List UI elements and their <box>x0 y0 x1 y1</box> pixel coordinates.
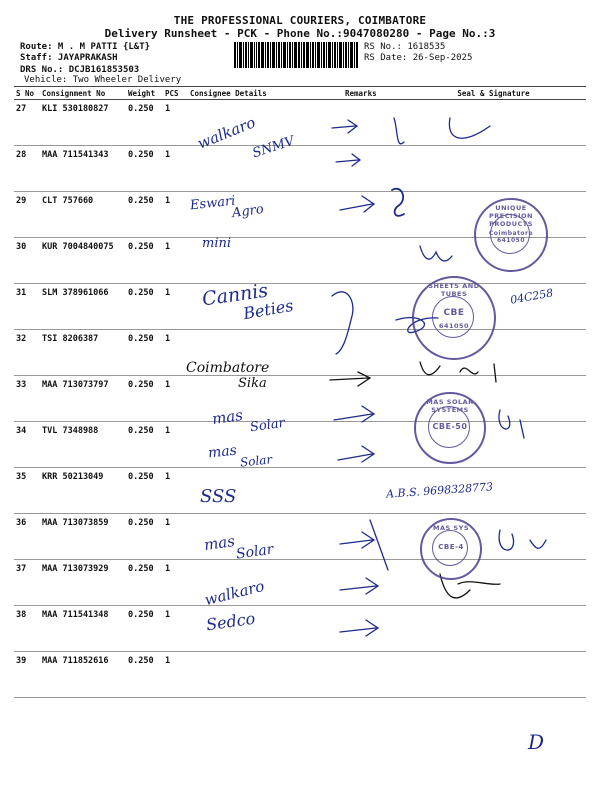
cell-pcs: 1 <box>163 514 188 560</box>
cell-consignment-no: SLM 378961066 <box>40 284 126 330</box>
handwritten-consignee: walkaro <box>194 113 258 153</box>
route-label: Route: M . M PATTI {L&T} <box>20 42 151 52</box>
cell-sno: 36 <box>14 514 40 560</box>
remark-arrow <box>330 372 370 386</box>
cell-consignment-no: CLT 757660 <box>40 192 126 238</box>
handwritten-consignee: Eswari <box>189 193 237 214</box>
rs-date: RS Date: 26-Sep-2025 <box>364 53 473 63</box>
runsheet-subtitle: Delivery Runsheet - PCK - Phone No.:9047080280 - Page No.:3 <box>104 27 496 40</box>
cell-pcs: 1 <box>163 192 188 238</box>
seal-stamp: SHEETS AND TUBES CBE 641050 <box>412 276 496 360</box>
col-remarks: Remarks <box>343 87 401 100</box>
cell-sno: 33 <box>14 376 40 422</box>
handwritten-note: 04C258 <box>509 286 555 307</box>
cell-pcs: 1 <box>163 422 188 468</box>
handwritten-page-mark: D <box>528 730 545 754</box>
remark-arrow <box>338 446 374 462</box>
seal-stamp: MAS SOLAR SYSTEMS CBE-50 <box>414 392 486 464</box>
cell-sno: 38 <box>14 606 40 652</box>
cell-consignment-no: MAA 711541348 <box>40 606 126 652</box>
cell-weight: 0.250 <box>126 330 163 376</box>
handwritten-consignee: walkaro <box>202 576 267 610</box>
cell-sno: 35 <box>14 468 40 514</box>
cell-sno: 30 <box>14 238 40 284</box>
cell-pcs: 1 <box>163 330 188 376</box>
rs-number: RS No.: 1618535 <box>364 42 446 52</box>
signature <box>499 530 546 550</box>
remark-arrow <box>340 620 378 636</box>
cell-consignment-no: TSI 8206387 <box>40 330 126 376</box>
cell-weight: 0.250 <box>126 192 163 238</box>
handwritten-consignee: Coimbatore <box>186 360 270 376</box>
col-seal-signature: Seal & Signature <box>401 87 586 100</box>
handwritten-consignee: Solar <box>249 415 286 436</box>
remark-arrow <box>340 196 374 212</box>
staff-label: Staff: JAYAPRAKASH <box>20 53 118 63</box>
vehicle-label: Vehicle: Two Wheeler Delivery <box>24 75 182 85</box>
cell-pcs: 1 <box>163 652 188 698</box>
cell-pcs: 1 <box>163 606 188 652</box>
cell-consignment-no: MAA 713073859 <box>40 514 126 560</box>
cell-weight: 0.250 <box>126 514 163 560</box>
cell-consignment-no: TVL 7348988 <box>40 422 126 468</box>
handwritten-phone: A.B.S. 9698328773 <box>385 480 494 501</box>
handwritten-consignee: mini <box>202 236 232 251</box>
handwritten-consignee: Solar <box>239 452 273 470</box>
cell-weight: 0.250 <box>126 100 163 146</box>
remark-arrow <box>332 120 357 133</box>
signature <box>392 189 404 216</box>
handwritten-consignee: Agro <box>231 201 265 222</box>
cell-pcs: 1 <box>163 376 188 422</box>
cell-sno: 34 <box>14 422 40 468</box>
signature <box>420 362 496 382</box>
signature <box>420 246 452 261</box>
remark-arrow <box>340 532 374 548</box>
cell-weight: 0.250 <box>126 238 163 284</box>
col-consignee: Consignee Details <box>188 87 343 100</box>
drs-label: DRS No.: DCJB161853503 <box>20 65 140 75</box>
signature <box>394 118 490 144</box>
col-consignment: Consignment No <box>40 87 126 100</box>
handwritten-consignee: mas <box>202 531 236 555</box>
cell-weight: 0.250 <box>126 652 163 698</box>
cell-pcs: 1 <box>163 146 188 192</box>
col-pcs: PCS <box>163 87 188 100</box>
cell-sno: 39 <box>14 652 40 698</box>
cell-consignment-no: KUR 7004840075 <box>40 238 126 284</box>
cell-consignment-no: KLI 530180827 <box>40 100 126 146</box>
signature <box>499 410 524 438</box>
handwritten-consignee: Sika <box>238 376 267 391</box>
cell-pcs: 1 <box>163 238 188 284</box>
remark-arrow <box>340 578 378 594</box>
cell-consignment-no: MAA 713073929 <box>40 560 126 606</box>
cell-sno: 32 <box>14 330 40 376</box>
handwritten-consignee: mas <box>210 405 244 429</box>
handwritten-consignee: Beties <box>241 295 295 324</box>
cell-sno: 27 <box>14 100 40 146</box>
cell-pcs: 1 <box>163 284 188 330</box>
handwritten-consignee: mas <box>207 442 238 462</box>
cell-consignment-no: MAA 713073797 <box>40 376 126 422</box>
company-title: THE PROFESSIONAL COURIERS, COIMBATORE <box>173 14 427 27</box>
cell-sno: 31 <box>14 284 40 330</box>
cell-consignment-no: MAA 711541343 <box>40 146 126 192</box>
cell-consignment-no: MAA 711852616 <box>40 652 126 698</box>
handwritten-consignee: SNMV <box>250 133 297 162</box>
cell-sno: 28 <box>14 146 40 192</box>
seal-stamp: MAS SYS CBE-4 <box>420 518 482 580</box>
remark-arrow <box>332 292 353 354</box>
seal-stamp: UNIQUE PRECISION PRODUCTS Coimbatore 641050 <box>474 198 548 272</box>
col-weight: Weight <box>126 87 163 100</box>
col-sno: S No <box>14 87 40 100</box>
cell-weight: 0.250 <box>126 422 163 468</box>
cell-weight: 0.250 <box>126 560 163 606</box>
handwritten-consignee: Solar <box>235 541 275 563</box>
cell-sno: 37 <box>14 560 40 606</box>
handwritten-consignee: SSS <box>200 486 237 507</box>
cell-weight: 0.250 <box>126 606 163 652</box>
cell-pcs: 1 <box>163 560 188 606</box>
handwritten-consignee: Cannis <box>200 279 270 311</box>
cell-sno: 29 <box>14 192 40 238</box>
remark-arrow <box>336 154 360 166</box>
remark-arrow <box>370 520 388 570</box>
cell-weight: 0.250 <box>126 376 163 422</box>
cell-weight: 0.250 <box>126 468 163 514</box>
cell-pcs: 1 <box>163 100 188 146</box>
handwritten-consignee: Sedco <box>204 608 257 635</box>
cell-weight: 0.250 <box>126 284 163 330</box>
remark-arrow <box>334 406 374 422</box>
cell-weight: 0.250 <box>126 146 163 192</box>
cell-pcs: 1 <box>163 468 188 514</box>
cell-consignment-no: KRR 50213049 <box>40 468 126 514</box>
